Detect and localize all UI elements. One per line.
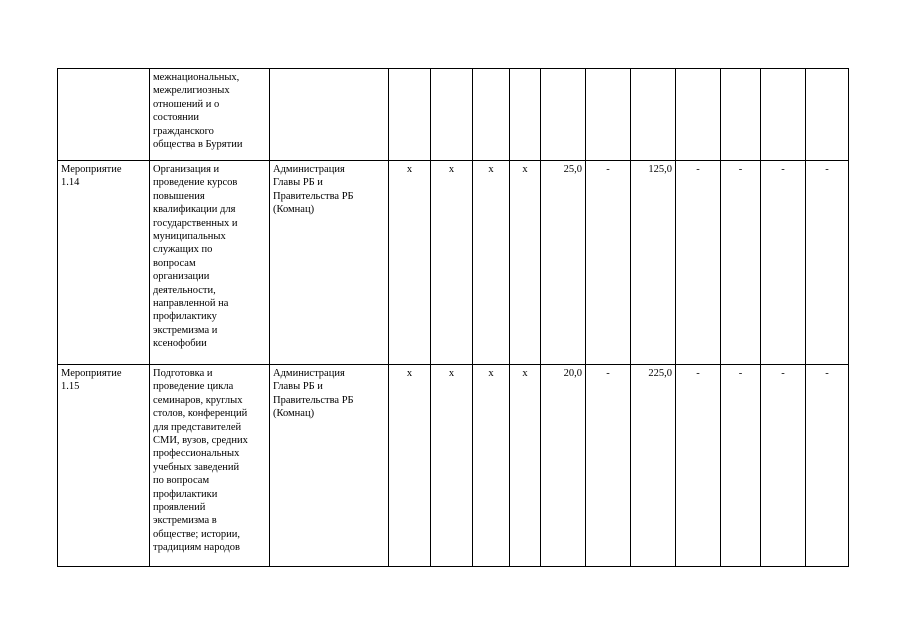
value-cell-4: х [510,365,541,567]
description-cell: межнациональных, межрелигиозных отношений и о состоянии гражданского общества в Бурятии [150,69,270,161]
value-cell-2: х [431,161,473,365]
value-cell-11: - [806,161,849,365]
value-cell-10: - [761,161,806,365]
value-cell-2: х [431,365,473,567]
program-events-table [57,68,849,567]
value-cell-6: - [586,161,631,365]
executor-cell: Администрация Главы РБ и Правительства РБ (Комнац) [270,161,389,365]
description-cell: Организация и проведение курсов повышения квалификации для государственных и муниципальных служащих по вопросам организации деятельности, направленной на профилактику экстремизма и ксенофобии [150,161,270,365]
value-cell-11 [806,69,849,161]
event-cell [58,69,150,161]
executor-cell [270,69,389,161]
table-row [58,365,849,567]
value-cell-6 [586,69,631,161]
value-cell-5: 20,0 [541,365,586,567]
value-cell-10 [761,69,806,161]
value-cell-8 [676,69,721,161]
value-cell-9 [721,69,761,161]
description-cell: Подготовка и проведение цикла семинаров, круглых столов, конференций для представителей СМИ, вузов, средних профессиональных учебных заведений по вопросам профилактики проявлений экстремизма в обществе; истории, традициям народов [150,365,270,567]
value-cell-9: - [721,365,761,567]
value-cell-4: х [510,161,541,365]
executor-cell: Администрация Главы РБ и Правительства РБ (Комнац) [270,365,389,567]
value-cell-2 [431,69,473,161]
value-cell-7: 225,0 [631,365,676,567]
value-cell-1: х [389,161,431,365]
value-cell-4 [510,69,541,161]
value-cell-9: - [721,161,761,365]
value-cell-3: х [473,365,510,567]
event-cell: Мероприятие 1.15 [58,365,150,567]
table-row [58,69,849,161]
value-cell-1: х [389,365,431,567]
value-cell-3: х [473,161,510,365]
value-cell-6: - [586,365,631,567]
event-cell: Мероприятие 1.14 [58,161,150,365]
value-cell-7 [631,69,676,161]
value-cell-10: - [761,365,806,567]
value-cell-1 [389,69,431,161]
value-cell-11: - [806,365,849,567]
value-cell-8: - [676,161,721,365]
value-cell-5: 25,0 [541,161,586,365]
value-cell-3 [473,69,510,161]
value-cell-5 [541,69,586,161]
table-row [58,161,849,365]
value-cell-8: - [676,365,721,567]
value-cell-7: 125,0 [631,161,676,365]
